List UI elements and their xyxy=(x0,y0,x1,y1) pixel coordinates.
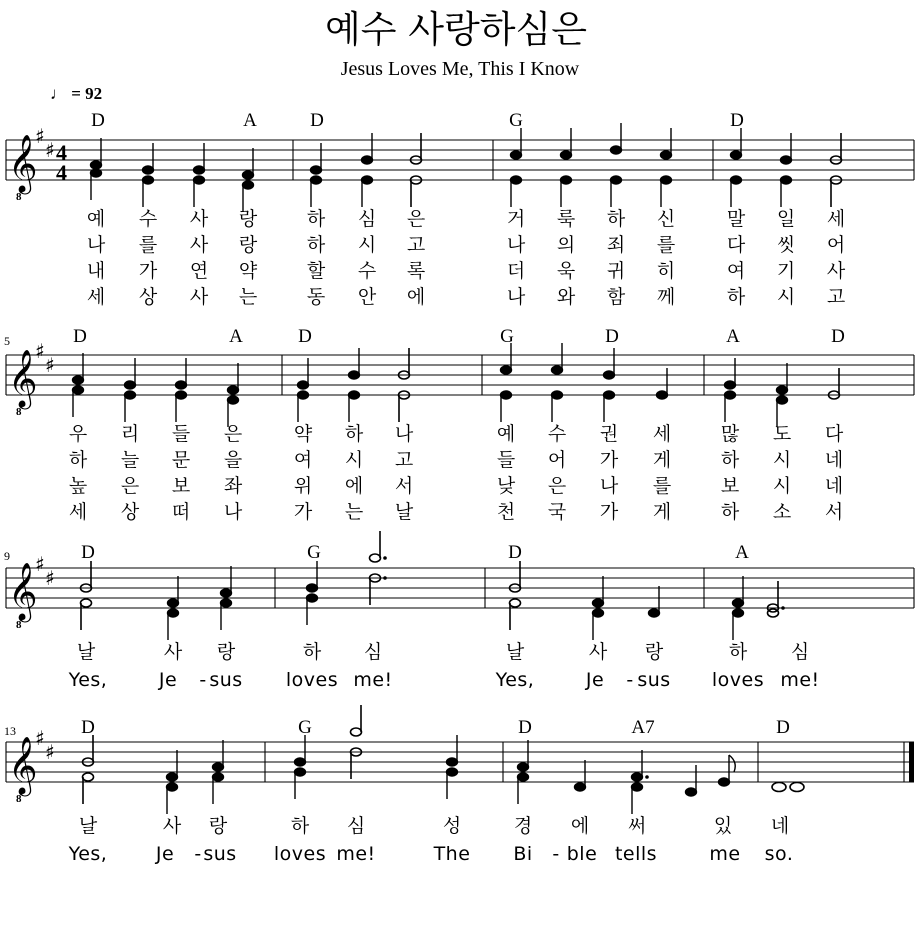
lyric-syllable: 사 xyxy=(162,815,182,837)
lyric-syllable: 는 xyxy=(344,501,364,523)
lyric-syllable: 다 xyxy=(726,234,746,256)
chord-symbol: D xyxy=(730,110,744,131)
lyric-syllable: 를 xyxy=(138,234,158,256)
lyric-english: loves xyxy=(273,843,327,865)
lyric-syllable: 고 xyxy=(394,449,414,471)
lyric-syllable: 랑 xyxy=(238,208,258,230)
lyric-syllable: 와 xyxy=(556,286,576,308)
lyric-english: The xyxy=(433,843,471,865)
lyric-syllable: 세 xyxy=(652,423,672,445)
staff-system-3 xyxy=(6,531,914,640)
lyric-syllable: 서 xyxy=(824,501,844,523)
lyric-syllable: 안 xyxy=(357,286,377,308)
measure-number: 13 xyxy=(4,724,16,738)
lyric-syllable: 날 xyxy=(394,501,414,523)
lyric-english: me! xyxy=(336,843,376,865)
lyric-syllable: 나 xyxy=(86,234,106,256)
lyric-syllable: 록 xyxy=(406,260,426,282)
lyric-syllable: 나 xyxy=(223,501,243,523)
sharp-f-icon: ♯ xyxy=(35,124,45,148)
lyric-english: - xyxy=(626,669,634,691)
lyric-syllable: 하 xyxy=(306,234,326,256)
lyric-syllable: 여 xyxy=(293,449,313,471)
lyric-syllable: 거 xyxy=(506,208,526,230)
lyric-english: so. xyxy=(764,843,794,865)
lyric-syllable: 하 xyxy=(68,449,88,471)
lyric-syllable: 네 xyxy=(770,815,790,837)
lyric-syllable: 께 xyxy=(656,286,676,308)
lyric-syllable: 연 xyxy=(189,260,209,282)
sharp-c-icon: ♯ xyxy=(45,353,55,377)
lyric-syllable: 늘 xyxy=(120,449,140,471)
lyric-english: tells xyxy=(614,843,658,865)
lyric-english: Yes, xyxy=(495,669,535,691)
lyric-syllable: 하 xyxy=(290,815,310,837)
lyric-english: Je xyxy=(585,669,605,691)
lyric-syllable: 있 xyxy=(713,815,733,837)
lyric-syllable: 약 xyxy=(238,260,258,282)
lyric-syllable: 사 xyxy=(189,208,209,230)
chord-symbol: D xyxy=(91,110,105,131)
lyric-syllable: 네 xyxy=(824,449,844,471)
lyric-syllable: 여 xyxy=(726,260,746,282)
lyric-syllable: 시 xyxy=(772,475,792,497)
staff-system-1 xyxy=(6,123,914,212)
lyric-syllable: 우 xyxy=(68,423,88,445)
lyric-syllable: 죄 xyxy=(606,234,626,256)
lyric-english: Je xyxy=(155,843,175,865)
lyric-syllable: 시 xyxy=(776,286,796,308)
lyric-english: sus xyxy=(203,843,237,865)
lyric-syllable: 가 xyxy=(138,260,158,282)
lyric-syllable: 어 xyxy=(826,234,846,256)
lyric-syllable: 사 xyxy=(189,286,209,308)
lyric-syllable: 들 xyxy=(171,423,191,445)
chord-symbol: D xyxy=(508,542,522,563)
lyric-english: Je xyxy=(158,669,178,691)
lyric-syllable: 날 xyxy=(505,641,525,663)
chord-symbol: A xyxy=(735,542,749,563)
lyric-syllable: 는 xyxy=(238,286,258,308)
lyric-syllable: 을 xyxy=(223,449,243,471)
lyric-syllable: 히 xyxy=(656,260,676,282)
lyric-syllable: 권 xyxy=(599,423,619,445)
lyric-syllable: 동 xyxy=(306,286,326,308)
clef-octave-mark: 8 xyxy=(16,191,22,203)
lyric-syllable: 예 xyxy=(86,208,106,230)
lyric-syllable: 심 xyxy=(346,815,366,837)
lyric-syllable: 리 xyxy=(120,423,140,445)
lyric-syllable: 나 xyxy=(506,234,526,256)
lyric-syllable: 사 xyxy=(189,234,209,256)
lyric-syllable: 높 xyxy=(68,475,88,497)
sharp-c-icon: ♯ xyxy=(45,566,55,590)
chord-symbol: D xyxy=(310,110,324,131)
chord-symbol: D xyxy=(518,717,532,738)
lyric-syllable: 세 xyxy=(86,286,106,308)
lyric-syllable: 날 xyxy=(78,815,98,837)
lyric-syllable: 경 xyxy=(513,815,533,837)
measure-number: 5 xyxy=(4,334,10,348)
lyric-syllable: 가 xyxy=(599,449,619,471)
lyric-syllable: 내 xyxy=(86,260,106,282)
lyric-english: loves xyxy=(711,669,765,691)
lyric-syllable: 를 xyxy=(652,475,672,497)
chord-symbol: D xyxy=(81,717,95,738)
sharp-f-icon: ♯ xyxy=(35,726,45,750)
lyric-syllable: 문 xyxy=(171,449,191,471)
lyric-syllable: 세 xyxy=(826,208,846,230)
lyric-syllable: 말 xyxy=(726,208,746,230)
lyric-syllable: 은 xyxy=(120,475,140,497)
lyric-syllable: 위 xyxy=(293,475,313,497)
chord-symbol: A xyxy=(229,326,243,347)
lyric-syllable: 심 xyxy=(363,641,383,663)
chord-symbol: G xyxy=(298,717,312,738)
lyric-english: me! xyxy=(780,669,820,691)
lyric-syllable: 할 xyxy=(306,260,326,282)
lyric-syllable: 서 xyxy=(394,475,414,497)
lyric-syllable: 시 xyxy=(344,449,364,471)
sharp-f-icon: ♯ xyxy=(35,339,45,363)
measure-number: 9 xyxy=(4,549,10,563)
chord-symbol: D xyxy=(73,326,87,347)
lyric-syllable: 국 xyxy=(547,501,567,523)
lyric-syllable: 시 xyxy=(772,449,792,471)
lyric-english: ble xyxy=(566,843,598,865)
lyric-syllable: 사 xyxy=(826,260,846,282)
lyric-syllable: 기 xyxy=(776,260,796,282)
staff-3-notes xyxy=(81,531,785,640)
lyric-syllable: 네 xyxy=(824,475,844,497)
lyric-syllable: 다 xyxy=(824,423,844,445)
lyric-syllable: 천 xyxy=(496,501,516,523)
lyric-syllable: 보 xyxy=(720,475,740,497)
lyric-syllable: 심 xyxy=(357,208,377,230)
tempo-marking: ♩ = 92 xyxy=(50,84,103,103)
chord-symbol: D xyxy=(605,326,619,347)
song-title: 예수 사랑하심은 xyxy=(325,8,587,51)
lyric-syllable: 상 xyxy=(138,286,158,308)
sharp-f-icon: ♯ xyxy=(35,552,45,576)
lyric-syllable: 소 xyxy=(772,501,792,523)
lyric-english: - xyxy=(552,843,560,865)
lyric-syllable: 랑 xyxy=(216,641,236,663)
lyric-english: Yes, xyxy=(68,669,108,691)
lyric-english: Yes, xyxy=(68,843,108,865)
chord-symbol: G xyxy=(307,542,321,563)
clef-octave-mark: 8 xyxy=(16,619,22,631)
lyric-syllable: 가 xyxy=(599,501,619,523)
clef-octave-mark: 8 xyxy=(16,406,22,418)
lyric-syllable: 나 xyxy=(394,423,414,445)
time-sig-top: 4 xyxy=(56,140,67,165)
lyric-syllable: 씻 xyxy=(776,234,796,256)
lyric-syllable: 하 xyxy=(306,208,326,230)
staff-4-notes xyxy=(83,705,805,814)
chord-symbol: G xyxy=(500,326,514,347)
lyric-syllable: 하 xyxy=(344,423,364,445)
lyric-english: loves xyxy=(285,669,339,691)
lyric-syllable: 귀 xyxy=(606,260,626,282)
chord-symbol: A7 xyxy=(631,717,655,738)
lyric-syllable: 성 xyxy=(442,815,462,837)
lyric-syllable: 수 xyxy=(357,260,377,282)
lyric-syllable: 하 xyxy=(606,208,626,230)
lyric-english: me! xyxy=(353,669,393,691)
lyric-syllable: 에 xyxy=(344,475,364,497)
lyric-syllable: 하 xyxy=(728,641,748,663)
lyric-syllable: 나 xyxy=(599,475,619,497)
lyric-syllable: 약 xyxy=(293,423,313,445)
lyric-syllable: 하 xyxy=(302,641,322,663)
treble-clef-icon: 𝄞 xyxy=(8,134,38,192)
lyric-syllable: 은 xyxy=(223,423,243,445)
lyric-syllable: 은 xyxy=(547,475,567,497)
lyric-syllable: 좌 xyxy=(223,475,243,497)
lyric-syllable: 심 xyxy=(790,641,810,663)
song-subtitle: Jesus Loves Me, This I Know xyxy=(340,58,580,80)
treble-clef-icon: 𝄞 xyxy=(8,736,38,794)
lyric-syllable: 사 xyxy=(163,641,183,663)
chord-symbol: A xyxy=(726,326,740,347)
lyric-english: me xyxy=(709,843,741,865)
lyric-syllable: 고 xyxy=(826,286,846,308)
lyric-english: Bi xyxy=(513,843,533,865)
lyric-syllable: 예 xyxy=(496,423,516,445)
lyric-syllable: 룩 xyxy=(556,208,576,230)
sharp-c-icon: ♯ xyxy=(45,138,55,162)
lyric-syllable: 함 xyxy=(606,286,626,308)
lyric-syllable: 랑 xyxy=(208,815,228,837)
chord-symbol: D xyxy=(776,717,790,738)
staff-1-notes xyxy=(91,123,842,212)
lyric-syllable: 더 xyxy=(506,260,526,282)
lyric-syllable: 은 xyxy=(406,208,426,230)
lyric-syllable: 들 xyxy=(496,449,516,471)
lyric-syllable: 보 xyxy=(171,475,191,497)
lyric-syllable: 하 xyxy=(726,286,746,308)
lyric-syllable: 하 xyxy=(720,449,740,471)
chord-symbol: D xyxy=(831,326,845,347)
lyric-syllable: 신 xyxy=(656,208,676,230)
staff-system-2 xyxy=(6,339,914,427)
lyric-syllable: 세 xyxy=(68,501,88,523)
lyric-syllable: 써 xyxy=(627,815,647,837)
lyric-syllable: 도 xyxy=(772,423,792,445)
lyric-english: sus xyxy=(209,669,243,691)
lyric-syllable: 가 xyxy=(293,501,313,523)
lyric-syllable: 나 xyxy=(506,286,526,308)
lyric-syllable: 랑 xyxy=(644,641,664,663)
lyric-syllable: 일 xyxy=(776,208,796,230)
lyric-syllable: 떠 xyxy=(171,501,191,523)
lyric-syllable: 하 xyxy=(720,501,740,523)
lyric-syllable: 게 xyxy=(652,501,672,523)
lyric-syllable: 를 xyxy=(656,234,676,256)
treble-clef-icon: 𝄞 xyxy=(8,349,38,407)
lyric-syllable: 에 xyxy=(570,815,590,837)
lyric-english: - xyxy=(199,669,207,691)
time-sig-bottom: 4 xyxy=(56,160,67,185)
lyric-syllable: 랑 xyxy=(238,234,258,256)
lyric-syllable: 어 xyxy=(547,449,567,471)
lyric-syllable: 많 xyxy=(720,423,740,445)
treble-clef-icon: 𝄞 xyxy=(8,562,38,620)
chord-symbol: A xyxy=(243,110,257,131)
sharp-c-icon: ♯ xyxy=(45,740,55,764)
lyric-english: sus xyxy=(637,669,671,691)
chord-symbol: D xyxy=(81,542,95,563)
lyric-syllable: 욱 xyxy=(556,260,576,282)
chord-symbol: D xyxy=(298,326,312,347)
lyric-english: - xyxy=(194,843,202,865)
lyric-syllable: 날 xyxy=(76,641,96,663)
lyric-syllable: 낮 xyxy=(496,475,516,497)
clef-octave-mark: 8 xyxy=(16,793,22,805)
lyric-syllable: 에 xyxy=(406,286,426,308)
lyric-syllable: 사 xyxy=(588,641,608,663)
lyric-syllable: 시 xyxy=(357,234,377,256)
lyric-syllable: 의 xyxy=(556,234,576,256)
lyric-syllable: 게 xyxy=(652,449,672,471)
lyric-syllable: 상 xyxy=(120,501,140,523)
lyric-syllable: 수 xyxy=(547,423,567,445)
lyric-syllable: 수 xyxy=(138,208,158,230)
lyric-syllable: 고 xyxy=(406,234,426,256)
chord-symbol: G xyxy=(509,110,523,131)
